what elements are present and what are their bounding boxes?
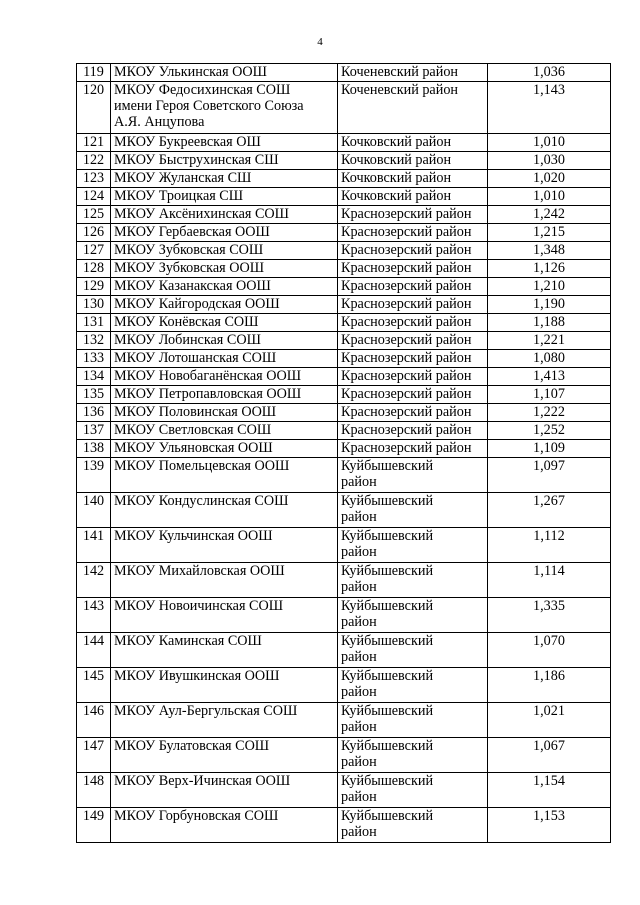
table-row (77, 332, 611, 350)
row-number: 119 (77, 64, 111, 82)
row-number: 145 (77, 668, 111, 703)
row-number: 133 (77, 350, 111, 368)
row-number: 135 (77, 386, 111, 404)
district-name: Кочковский район (338, 170, 488, 188)
coefficient-value: 1,010 (488, 134, 611, 152)
district-name: Кочковский район (338, 134, 488, 152)
school-name: МКОУ Букреевская ОШ (111, 134, 338, 152)
school-name: МКОУ Кондуслинская СОШ (111, 493, 338, 528)
row-number: 125 (77, 206, 111, 224)
coefficient-value: 1,210 (488, 278, 611, 296)
coefficient-value: 1,112 (488, 528, 611, 563)
table-row (77, 598, 611, 633)
row-number: 146 (77, 703, 111, 738)
row-number: 123 (77, 170, 111, 188)
table-row (77, 738, 611, 773)
coefficient-value: 1,222 (488, 404, 611, 422)
school-name: МКОУ Булатовская СОШ (111, 738, 338, 773)
row-number: 149 (77, 808, 111, 843)
district-name: Краснозерский район (338, 440, 488, 458)
coefficient-value: 1,070 (488, 633, 611, 668)
table-row (77, 528, 611, 563)
school-name: МКОУ Федосихинская СОШ имени Героя Советского Союза А.Я. Анцупова (111, 82, 338, 134)
school-name: МКОУ Лотошанская СОШ (111, 350, 338, 368)
coefficient-value: 1,143 (488, 82, 611, 134)
table-row (77, 440, 611, 458)
row-number: 121 (77, 134, 111, 152)
table-row (77, 134, 611, 152)
coefficient-value: 1,097 (488, 458, 611, 493)
district-name: Краснозерский район (338, 386, 488, 404)
coefficient-value: 1,036 (488, 64, 611, 82)
district-name: Куйбышевский район (338, 773, 488, 808)
table-row (77, 458, 611, 493)
coefficient-value: 1,335 (488, 598, 611, 633)
district-name: Краснозерский район (338, 422, 488, 440)
row-number: 134 (77, 368, 111, 386)
row-number: 147 (77, 738, 111, 773)
school-name: МКОУ Конёвская СОШ (111, 314, 338, 332)
table-row (77, 64, 611, 82)
district-name: Краснозерский район (338, 332, 488, 350)
row-number: 128 (77, 260, 111, 278)
district-name: Куйбышевский район (338, 808, 488, 843)
coefficient-value: 1,109 (488, 440, 611, 458)
table-row (77, 188, 611, 206)
district-name: Коченевский район (338, 82, 488, 134)
coefficient-value: 1,186 (488, 668, 611, 703)
school-name: МКОУ Улькинская ООШ (111, 64, 338, 82)
district-name: Краснозерский район (338, 224, 488, 242)
table-row (77, 703, 611, 738)
row-number: 130 (77, 296, 111, 314)
table-row (77, 668, 611, 703)
schools-table (76, 63, 611, 843)
school-name: МКОУ Верх-Ичинская ООШ (111, 773, 338, 808)
district-name: Краснозерский район (338, 314, 488, 332)
school-name: МКОУ Быструхинская СШ (111, 152, 338, 170)
coefficient-value: 1,067 (488, 738, 611, 773)
school-name: МКОУ Ульяновская ООШ (111, 440, 338, 458)
school-name: МКОУ Зубковская СОШ (111, 242, 338, 260)
school-name: МКОУ Троицкая СШ (111, 188, 338, 206)
row-number: 140 (77, 493, 111, 528)
district-name: Куйбышевский район (338, 598, 488, 633)
table-row (77, 206, 611, 224)
row-number: 142 (77, 563, 111, 598)
table-row (77, 422, 611, 440)
district-name: Кочковский район (338, 188, 488, 206)
coefficient-value: 1,153 (488, 808, 611, 843)
district-name: Куйбышевский район (338, 633, 488, 668)
row-number: 122 (77, 152, 111, 170)
page-number: 4 (317, 36, 323, 48)
school-name: МКОУ Ивушкинская ООШ (111, 668, 338, 703)
coefficient-value: 1,126 (488, 260, 611, 278)
school-name: МКОУ Каминская СОШ (111, 633, 338, 668)
table-row (77, 350, 611, 368)
coefficient-value: 1,242 (488, 206, 611, 224)
table-row (77, 386, 611, 404)
coefficient-value: 1,190 (488, 296, 611, 314)
row-number: 138 (77, 440, 111, 458)
coefficient-value: 1,080 (488, 350, 611, 368)
table-row (77, 368, 611, 386)
school-name: МКОУ Лобинская СОШ (111, 332, 338, 350)
table-row (77, 314, 611, 332)
district-name: Краснозерский район (338, 242, 488, 260)
coefficient-value: 1,107 (488, 386, 611, 404)
coefficient-value: 1,252 (488, 422, 611, 440)
coefficient-value: 1,215 (488, 224, 611, 242)
table-row (77, 152, 611, 170)
table-row (77, 82, 611, 134)
row-number: 127 (77, 242, 111, 260)
school-name: МКОУ Новоичинская СОШ (111, 598, 338, 633)
school-name: МКОУ Аксёнихинская СОШ (111, 206, 338, 224)
district-name: Куйбышевский район (338, 493, 488, 528)
school-name: МКОУ Гербаевская ООШ (111, 224, 338, 242)
school-name: МКОУ Михайловская ООШ (111, 563, 338, 598)
district-name: Коченевский район (338, 64, 488, 82)
row-number: 141 (77, 528, 111, 563)
district-name: Краснозерский район (338, 260, 488, 278)
table-row (77, 278, 611, 296)
coefficient-value: 1,020 (488, 170, 611, 188)
school-name: МКОУ Половинская ООШ (111, 404, 338, 422)
district-name: Краснозерский район (338, 206, 488, 224)
row-number: 137 (77, 422, 111, 440)
district-name: Кочковский район (338, 152, 488, 170)
row-number: 148 (77, 773, 111, 808)
school-name: МКОУ Петропавловская ООШ (111, 386, 338, 404)
row-number: 143 (77, 598, 111, 633)
school-name: МКОУ Зубковская ООШ (111, 260, 338, 278)
table-row (77, 563, 611, 598)
table-row (77, 404, 611, 422)
school-name: МКОУ Казанакская ООШ (111, 278, 338, 296)
table-row (77, 633, 611, 668)
row-number: 131 (77, 314, 111, 332)
table-row (77, 773, 611, 808)
district-name: Куйбышевский район (338, 563, 488, 598)
row-number: 126 (77, 224, 111, 242)
school-name: МКОУ Помельцевская ООШ (111, 458, 338, 493)
row-number: 120 (77, 82, 111, 134)
table-row (77, 808, 611, 843)
row-number: 144 (77, 633, 111, 668)
coefficient-value: 1,221 (488, 332, 611, 350)
district-name: Краснозерский район (338, 404, 488, 422)
table-row (77, 493, 611, 528)
table-row (77, 224, 611, 242)
coefficient-value: 1,267 (488, 493, 611, 528)
table-row (77, 296, 611, 314)
table-body (77, 64, 611, 843)
district-name: Куйбышевский район (338, 668, 488, 703)
district-name: Краснозерский район (338, 368, 488, 386)
district-name: Куйбышевский район (338, 738, 488, 773)
school-name: МКОУ Кайгородская ООШ (111, 296, 338, 314)
row-number: 139 (77, 458, 111, 493)
school-name: МКОУ Светловская СОШ (111, 422, 338, 440)
district-name: Куйбышевский район (338, 528, 488, 563)
district-name: Куйбышевский район (338, 458, 488, 493)
coefficient-value: 1,154 (488, 773, 611, 808)
coefficient-value: 1,030 (488, 152, 611, 170)
table-row (77, 260, 611, 278)
row-number: 124 (77, 188, 111, 206)
coefficient-value: 1,010 (488, 188, 611, 206)
table-row (77, 242, 611, 260)
district-name: Краснозерский район (338, 278, 488, 296)
coefficient-value: 1,413 (488, 368, 611, 386)
district-name: Краснозерский район (338, 350, 488, 368)
district-name: Куйбышевский район (338, 703, 488, 738)
row-number: 136 (77, 404, 111, 422)
coefficient-value: 1,021 (488, 703, 611, 738)
row-number: 132 (77, 332, 111, 350)
school-name: МКОУ Кульчинская ООШ (111, 528, 338, 563)
district-name: Краснозерский район (338, 296, 488, 314)
coefficient-value: 1,188 (488, 314, 611, 332)
school-name: МКОУ Горбуновская СОШ (111, 808, 338, 843)
table-row (77, 170, 611, 188)
coefficient-value: 1,114 (488, 563, 611, 598)
row-number: 129 (77, 278, 111, 296)
school-name: МКОУ Аул-Бергульская СОШ (111, 703, 338, 738)
school-name: МКОУ Жуланская СШ (111, 170, 338, 188)
school-name: МКОУ Новобаганёнская ООШ (111, 368, 338, 386)
coefficient-value: 1,348 (488, 242, 611, 260)
